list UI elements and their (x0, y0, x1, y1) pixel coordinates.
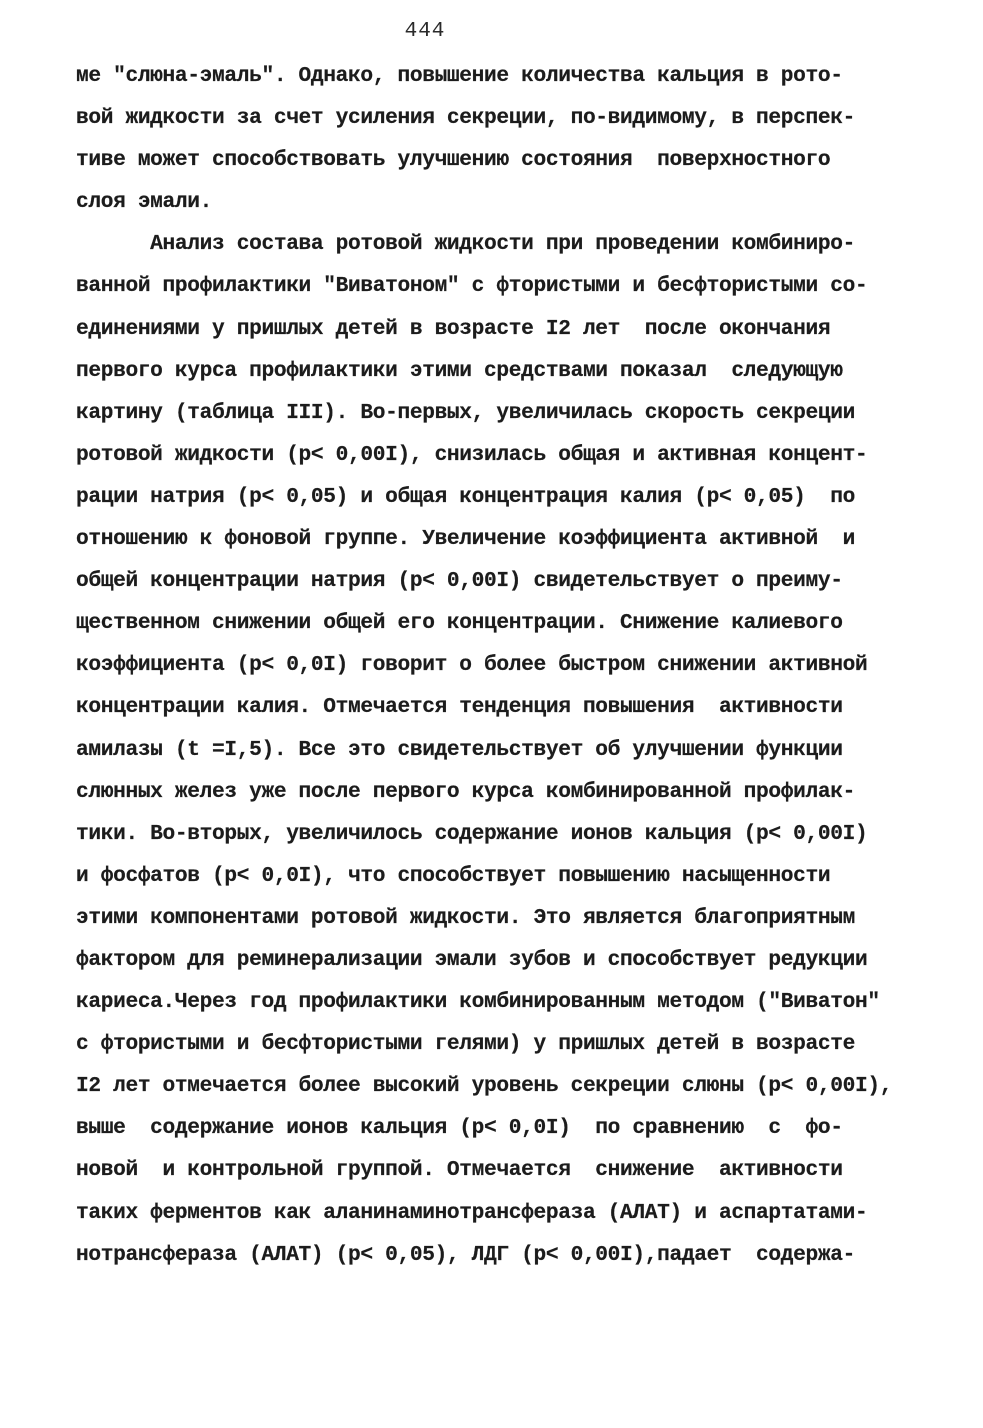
text-line: I2 лет отмечается более высокий уровень секреции слюны (р< 0,00I), (76, 1074, 893, 1099)
text-line: слюнных желез уже после первого курса комбинированной профилак- (76, 779, 855, 804)
text-line: единениями у пришлых детей в возрасте I2 лет после окончания (76, 316, 831, 341)
text-line: коэффициента (р< 0,0I) говорит о более быстром снижении активной (76, 653, 868, 678)
text-line: этими компонентами ротовой жидкости. Это является благоприятным (76, 905, 855, 930)
text-line: картину (таблица III). Во-первых, увеличилась скорость секреции (76, 400, 855, 425)
text-line: таких ферментов как аланинаминотрансфераза (АЛАТ) и аспартатами- (76, 1200, 868, 1225)
text-line: ванной профилактики "Виватоном" с фтористыми и бесфтористыми со- (76, 274, 868, 299)
text-line: вой жидкости за счет усиления секреции, по-видимому, в перспек- (76, 106, 855, 131)
text-line: тики. Во-вторых, увеличилось содержание ионов кальция (р< 0,00I) (76, 821, 868, 846)
text-line: нотрансфераза (АЛАТ) (р< 0,05), ЛДГ (р< 0,00I),падает содержа- (76, 1242, 855, 1267)
text-line: Анализ состава ротовой жидкости при проведении комбиниро- (76, 232, 855, 257)
text-line: кариеса.Через год профилактики комбинированным методом ("Виватон" (76, 990, 880, 1015)
text-line: выше содержание ионов кальция (р< 0,0I) по сравнению с фо- (76, 1116, 843, 1141)
text-line: рации натрия (р< 0,05) и общая концентрация калия (р< 0,05) по (76, 484, 855, 509)
text-line: и фосфатов (р< 0,0I), что способствует повышению насыщенности (76, 863, 831, 888)
text-line: с фтористыми и бесфтористыми гелями) у пришлых детей в возрасте (76, 1032, 855, 1057)
text-line: слоя эмали. (76, 190, 213, 215)
text-line: ротовой жидкости (р< 0,00I), снизилась общая и активная концент- (76, 442, 868, 467)
text-line: фактором для реминерализации эмали зубов и способствует редукции (76, 947, 868, 972)
text-line: щественном снижении общей его концентрации. Снижение калиевого (76, 611, 843, 636)
text-line: амилазы (t =I,5). Все это свидетельствует об улучшении функции (76, 737, 843, 762)
text-line: концентрации калия. Отмечается тенденция повышения активности (76, 695, 843, 720)
text-line: тиве может способствовать улучшению состояния поверхностного (76, 148, 831, 173)
text-line: ме "слюна-эмаль". Однако, повышение количества кальция в рото- (76, 64, 843, 88)
text-line: новой и контрольной группой. Отмечается снижение активности (76, 1158, 843, 1183)
text-line: отношению к фоновой группе. Увеличение коэффициента активной и (76, 527, 855, 552)
body-text (76, 55, 916, 1276)
text-line: общей концентрации натрия (р< 0,00I) свидетельствует о преиму- (76, 569, 843, 594)
page-number: 444 (404, 20, 446, 43)
text-line: первого курса профилактики этими средствами показал следующую (76, 358, 843, 383)
